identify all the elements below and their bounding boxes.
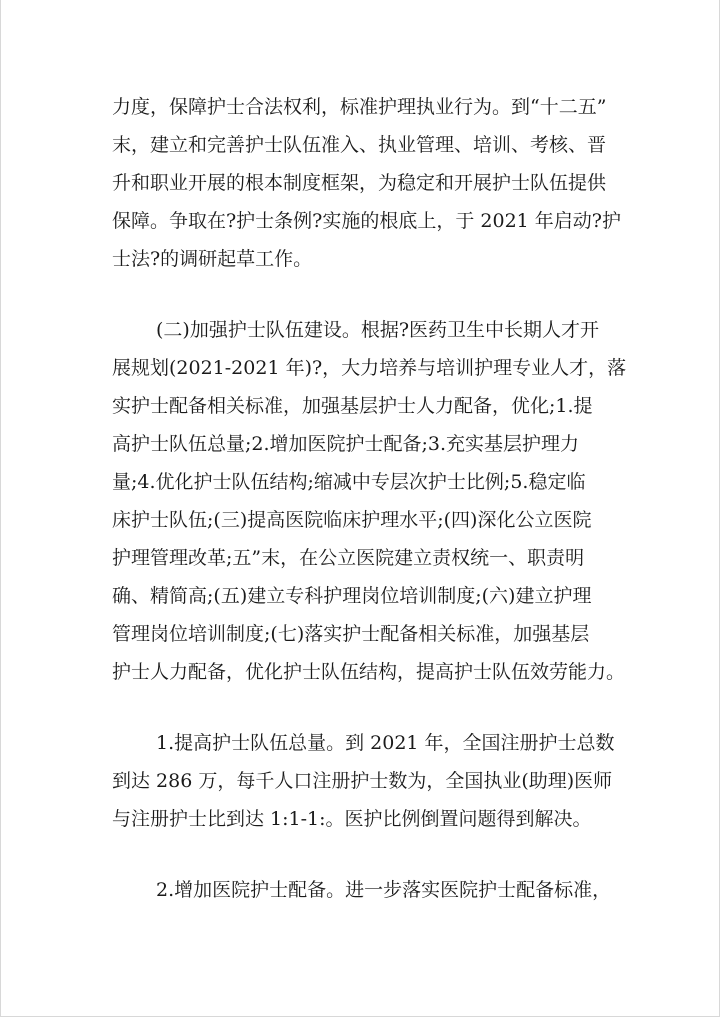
text-line: 展规划(2021-2021 年)?，大力培养与培训护理专业人才，落 (112, 357, 627, 379)
text-line: 士法?的调研起草工作。 (112, 248, 313, 270)
text-line: 到达 286 万，每千人口注册护士数为，全国执业(助理)医师 (112, 770, 613, 792)
text-line: 2.增加医院护士配备。进一步落实医院护士配备标准， (156, 879, 612, 901)
text-line: (二)加强护士队伍建设。根据?医药卫生中长期人才开 (156, 319, 600, 341)
text-line: 床护士队伍;(三)提高医院临床护理水平;(四)深化公立医院 (112, 509, 592, 531)
paragraph (112, 724, 615, 838)
text-line: 1.提高护士队伍总量。到 2021 年，全国注册护士总数 (156, 732, 615, 754)
text-line: 管理岗位培训制度;(七)落实护士配备相关标准，加强基层 (112, 623, 590, 645)
text-line: 护士人力配备，优化护士队伍结构，提高护士队伍效劳能力。 (112, 661, 626, 683)
paragraph (112, 311, 627, 691)
paragraph (112, 871, 610, 909)
text-line: 确、精简高;(五)建立专科护理岗位培训制度;(六)建立护理 (112, 585, 592, 607)
document-body (112, 88, 627, 909)
text-line: 量;4.优化护士队伍结构;缩减中专层次护士比例;5.稳定临 (112, 471, 586, 493)
text-line: 升和职业开展的根本制度框架，为稳定和开展护士队伍提供 (112, 172, 607, 194)
text-line: 高护士队伍总量;2.增加医院护士配备;3.充实基层护理力 (112, 433, 580, 455)
paragraph (112, 88, 621, 278)
text-line: 与注册护士比到达 1:1-1:。医护比例倒置问题得到解决。 (112, 808, 592, 830)
text-line: 末，建立和完善护士队伍准入、执业管理、培训、考核、晋 (112, 134, 607, 156)
text-line: 护理管理改革;五”末，在公立医院建立责权统一、职责明 (112, 547, 585, 569)
text-line: 力度，保障护士合法权利，标准护理执业行为。到“十二五” (112, 96, 607, 118)
text-line: 保障。争取在?护士条例?实施的根底上，于 2021 年启动?护 (112, 210, 621, 232)
text-line: 实护士配备相关标准，加强基层护士人力配备，优化;1.提 (112, 395, 593, 417)
